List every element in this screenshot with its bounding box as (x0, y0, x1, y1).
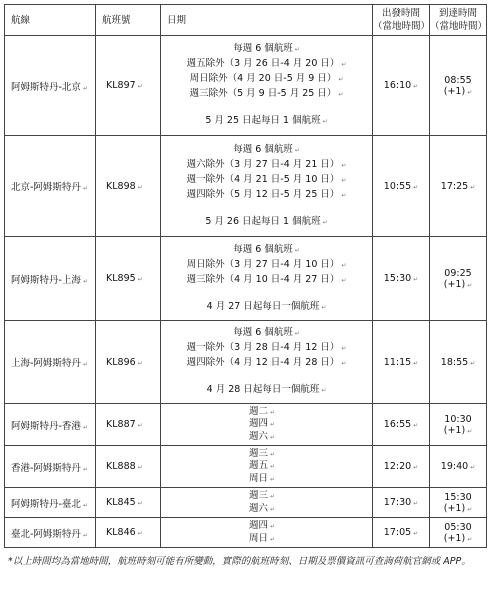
arrival-cell: 18:55 ↵ (430, 321, 487, 404)
paragraph-mark-icon: ↵ (413, 530, 419, 537)
paragraph-mark-icon: ↵ (137, 530, 143, 537)
route-cell: 阿姆斯特丹-北京 ↵ (5, 36, 96, 136)
paragraph-mark-icon: ↵ (341, 345, 347, 352)
paragraph-mark-icon: ↵ (413, 83, 419, 90)
paragraph-mark-icon: ↵ (413, 276, 419, 283)
day-line: 週五 ↵ (249, 460, 276, 472)
arrival-cell: 05:30 (+1) ↵ (430, 518, 487, 548)
paragraph-mark-icon: ↵ (470, 464, 476, 471)
paragraph-mark-icon: ↵ (137, 464, 143, 471)
flight-cell: KL887 ↵ (96, 404, 161, 446)
paragraph-mark-icon: ↵ (338, 91, 344, 98)
arrival-cell: 08:55 (+1) ↵ (430, 36, 487, 136)
route-cell: 阿姆斯特丹-上海 ↵ (5, 237, 96, 321)
arrival-cell: 17:25 ↵ (430, 136, 487, 237)
flight-schedule-table (4, 4, 487, 548)
paragraph-mark-icon: ↵ (413, 422, 419, 429)
flight-cell: KL896 ↵ (96, 321, 161, 404)
day-line: 週二 ↵ (249, 405, 276, 417)
paragraph-mark-icon: ↵ (270, 408, 276, 416)
paragraph-mark-icon: ↵ (321, 303, 327, 311)
days-cell (161, 488, 373, 518)
arrival-cell: 09:25 (+1) ↵ (430, 237, 487, 321)
departure-cell: 12:20 ↵ (373, 446, 430, 488)
paragraph-mark-icon: ↵ (137, 183, 143, 191)
paragraph-mark-icon: ↵ (341, 161, 347, 169)
paragraph-mark-icon: ↵ (137, 359, 143, 367)
paragraph-mark-icon: ↵ (82, 423, 88, 431)
paragraph-mark-icon: ↵ (82, 501, 88, 509)
flight-cell: KL845 ↵ (96, 488, 161, 518)
day-line: 週三 ↵ (249, 490, 276, 501)
date-note: 4 月 27 日起每日一個航班 ↵ (206, 300, 327, 312)
paragraph-mark-icon: ↵ (270, 450, 276, 458)
date-line: 每週 6 個航班 ↵ (233, 243, 300, 255)
paragraph-mark-icon: ↵ (270, 493, 276, 500)
paragraph-mark-icon: ↵ (467, 88, 473, 96)
dates-cell (161, 36, 373, 136)
date-note: 4 月 28 日起每日一個航班 ↵ (206, 384, 327, 395)
day-line: 週四 ↵ (249, 520, 276, 531)
flight-cell: KL888 ↵ (96, 446, 161, 488)
paragraph-mark-icon: ↵ (413, 359, 419, 367)
paragraph-mark-icon: ↵ (82, 277, 88, 285)
table-row (5, 518, 487, 548)
paragraph-mark-icon: ↵ (321, 387, 327, 394)
dates-cell (161, 136, 373, 237)
paragraph-mark-icon: ↵ (137, 500, 143, 507)
day-line: 週三 ↵ (249, 447, 276, 459)
route-cell: 阿姆斯特丹-臺北 ↵ (5, 488, 96, 518)
date-note: 5 月 26 日起每日 1 個航班 ↵ (205, 215, 328, 227)
paragraph-mark-icon: ↵ (137, 422, 143, 429)
day-line: 週四 ↵ (249, 418, 276, 430)
paragraph-mark-icon: ↵ (322, 118, 328, 125)
paragraph-mark-icon: ↵ (82, 185, 88, 192)
day-line: 週六 ↵ (249, 502, 276, 514)
departure-cell: 16:10 ↵ (373, 36, 430, 136)
table-row (5, 446, 487, 488)
paragraph-mark-icon: ↵ (137, 83, 143, 90)
paragraph-mark-icon: ↵ (294, 146, 300, 154)
paragraph-mark-icon: ↵ (82, 84, 88, 92)
flight-cell: KL897 ↵ (96, 36, 161, 136)
flight-cell: KL898 ↵ (96, 136, 161, 237)
header-route: 航線 (5, 5, 96, 36)
paragraph-mark-icon: ↵ (341, 61, 347, 68)
table-row (5, 136, 487, 237)
days-cell (161, 446, 373, 488)
paragraph-mark-icon: ↵ (413, 464, 419, 471)
paragraph-mark-icon: ↵ (270, 505, 276, 513)
date-line: 週一除外（4 月 21 日-5 月 10 日） ↵ (186, 173, 347, 185)
departure-cell: 11:15 ↵ (373, 321, 430, 404)
date-line: 週三除外（4 月 10 日-4 月 27 日） ↵ (186, 273, 347, 285)
paragraph-mark-icon: ↵ (341, 176, 347, 184)
day-line: 週六 ↵ (249, 430, 276, 442)
table-row (5, 36, 487, 136)
day-line: 周日 ↵ (249, 472, 276, 484)
dates-cell (161, 237, 373, 321)
route-cell: 香港-阿姆斯特丹 ↵ (5, 446, 96, 488)
paragraph-mark-icon: ↵ (137, 276, 143, 283)
days-cell (161, 404, 373, 446)
route-cell: 上海-阿姆斯特丹 ↵ (5, 321, 96, 404)
date-line: 週四除外（5 月 12 日-5 月 25 日） ↵ (186, 188, 347, 200)
paragraph-mark-icon: ↵ (467, 535, 473, 543)
date-line: 週六除外（3 月 27 日-4 月 21 日） ↵ (186, 158, 347, 170)
paragraph-mark-icon: ↵ (413, 500, 419, 507)
arrival-cell: 19:40 ↵ (430, 446, 487, 488)
date-line: 每週 6 個航班 ↵ (233, 327, 300, 338)
table-row (5, 321, 487, 404)
paragraph-mark-icon: ↵ (341, 360, 347, 367)
departure-cell: 10:55 ↵ (373, 136, 430, 237)
date-line: 週五除外（3 月 26 日-4 月 20 日） ↵ (186, 58, 347, 69)
table-row (5, 404, 487, 446)
date-line: 周日除外（3 月 27 日-4 月 10 日） ↵ (186, 258, 347, 270)
paragraph-mark-icon: ↵ (270, 523, 276, 530)
paragraph-mark-icon: ↵ (270, 475, 276, 483)
header-row (5, 5, 487, 36)
route-cell: 北京-阿姆斯特丹 ↵ (5, 136, 96, 237)
paragraph-mark-icon: ↵ (294, 330, 300, 337)
paragraph-mark-icon: ↵ (82, 361, 88, 368)
arrival-cell: 10:30 (+1) ↵ (430, 404, 487, 446)
paragraph-mark-icon: ↵ (413, 183, 419, 191)
paragraph-mark-icon: ↵ (467, 427, 473, 435)
date-line: 週一除外（3 月 28 日-4 月 12 日） ↵ (186, 342, 347, 353)
header-flight: 航班號 (96, 5, 161, 36)
flight-cell: KL846 ↵ (96, 518, 161, 548)
date-line: 週三除外（5 月 9 日-5 月 25 日） ↵ (189, 88, 344, 99)
paragraph-mark-icon: ↵ (341, 276, 347, 284)
header-departure: 出發時間 （當地時間） (373, 5, 430, 36)
paragraph-mark-icon: ↵ (338, 76, 344, 83)
paragraph-mark-icon: ↵ (341, 261, 347, 269)
dates-cell (161, 321, 373, 404)
arrival-cell: 15:30 (+1) ↵ (430, 488, 487, 518)
departure-cell: 17:30 ↵ (373, 488, 430, 518)
table-row (5, 488, 487, 518)
day-line: 周日 ↵ (249, 532, 276, 544)
header-arrival: 到達時間 （當地時間） (430, 5, 487, 36)
paragraph-mark-icon: ↵ (322, 218, 328, 226)
paragraph-mark-icon: ↵ (470, 183, 476, 191)
paragraph-mark-icon: ↵ (467, 505, 473, 513)
paragraph-mark-icon: ↵ (270, 433, 276, 441)
date-line: 每週 6 個航班 ↵ (233, 43, 300, 54)
departure-cell: 17:05 ↵ (373, 518, 430, 548)
departure-cell: 16:55 ↵ (373, 404, 430, 446)
paragraph-mark-icon: ↵ (341, 191, 347, 199)
date-note: 5 月 25 日起每日 1 個航班 ↵ (205, 115, 328, 126)
paragraph-mark-icon: ↵ (270, 421, 276, 429)
route-cell: 阿姆斯特丹-香港 ↵ (5, 404, 96, 446)
paragraph-mark-icon: ↵ (82, 465, 88, 473)
table-row (5, 237, 487, 321)
departure-cell: 15:30 ↵ (373, 237, 430, 321)
paragraph-mark-icon: ↵ (82, 531, 88, 539)
header-dates: 日期 (161, 5, 373, 36)
footnote: *以上時間均為當地時間，航班時刻可能有所變動，實際的航班時刻、日期及票價資訊可查詢荷航官網或 APP。 (8, 556, 471, 567)
date-line: 週四除外（4 月 12 日-4 月 28 日） ↵ (186, 357, 347, 368)
route-cell: 臺北-阿姆斯特丹 ↵ (5, 518, 96, 548)
date-line: 每週 6 個航班 ↵ (233, 143, 300, 155)
paragraph-mark-icon: ↵ (270, 535, 276, 543)
paragraph-mark-icon: ↵ (467, 281, 473, 289)
paragraph-mark-icon: ↵ (294, 46, 300, 53)
date-line: 周日除外（4 月 20 日-5 月 9 日） ↵ (189, 73, 344, 84)
paragraph-mark-icon: ↵ (294, 246, 300, 254)
flight-cell: KL895 ↵ (96, 237, 161, 321)
paragraph-mark-icon: ↵ (270, 463, 276, 471)
paragraph-mark-icon: ↵ (470, 359, 476, 367)
days-cell (161, 518, 373, 548)
